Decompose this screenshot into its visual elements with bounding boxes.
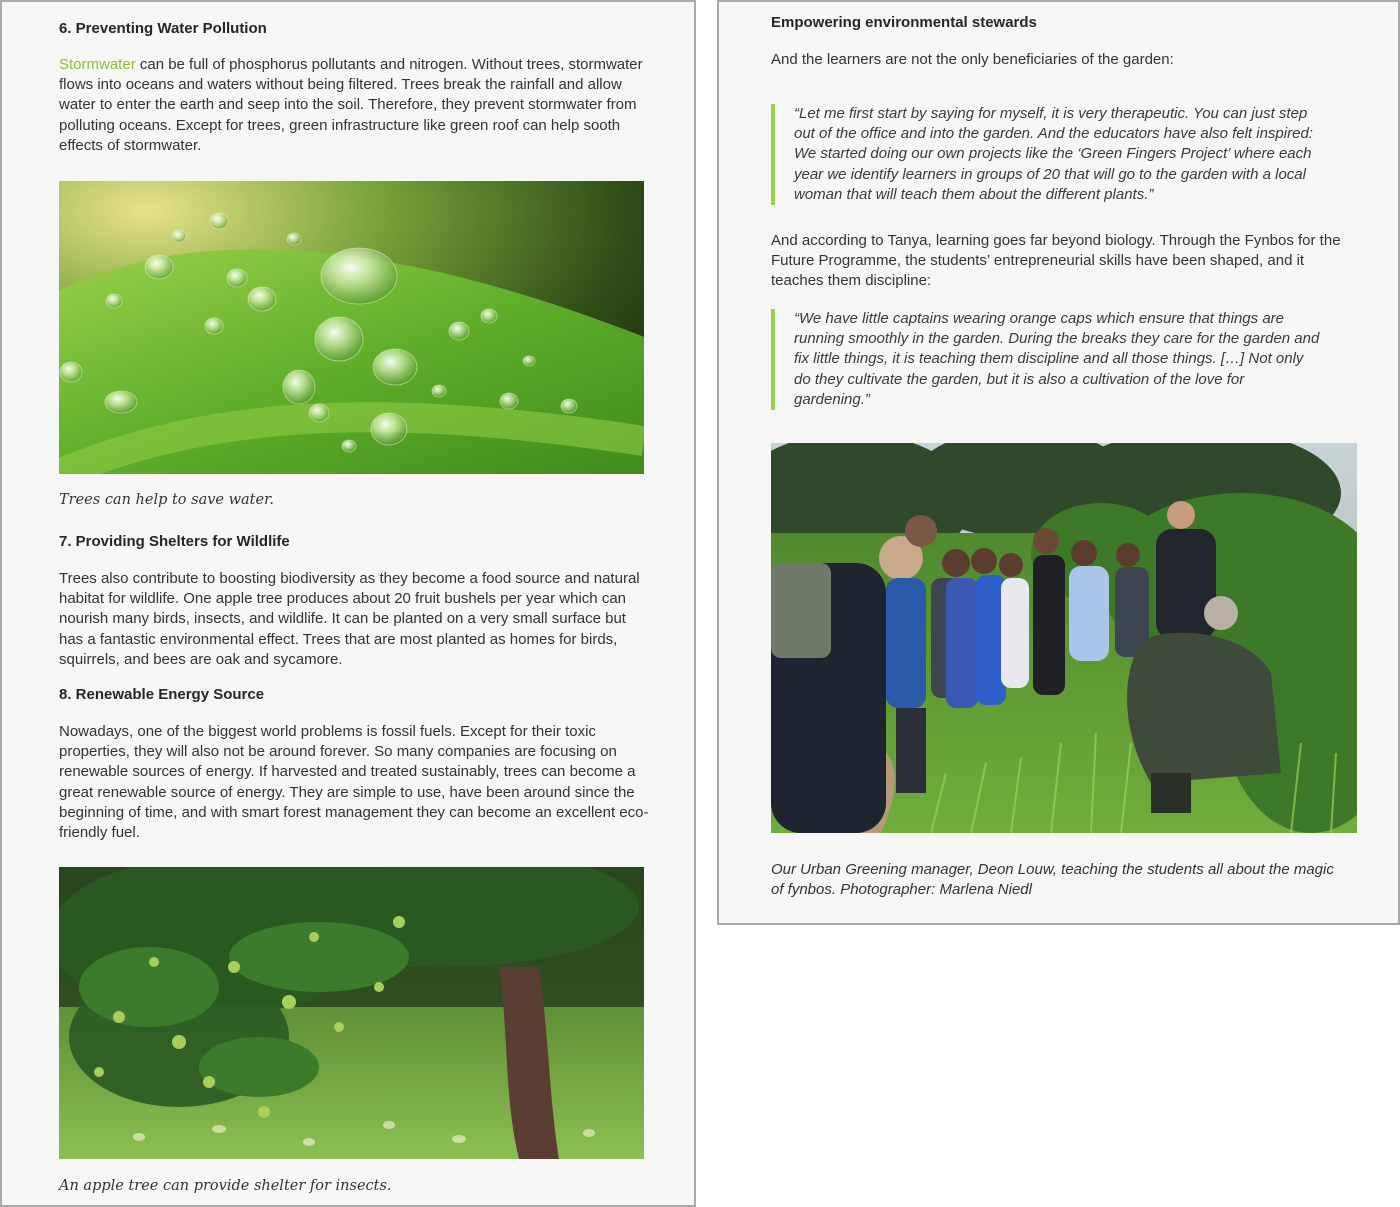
section-7-heading: 7. Providing Shelters for Wildlife: [59, 533, 290, 550]
section-8-body: Nowadays, one of the biggest world problems is fossil fuels. Except for their toxic properties, they will also not be around forever. So many companies are focusing on renewable sources of energy. If harvested and treated sustainably, trees can become a great renewable source of energy. They are simple to use, have been around since the beginning of time, and with smart forest management they can become an excellent eco-friendly fuel.: [59, 723, 649, 842]
leaf-photo-caption: Trees can help to save water.: [59, 492, 275, 508]
right-article-panel: [717, 0, 1400, 925]
tanya-paragraph: And according to Tanya, learning goes far beyond biology. Through the Fynbos for the Future Programme, the students’ entrepreneurial skills have been shaped, and it teaches them discipline:: [771, 232, 1341, 290]
garden-class-photo: [771, 443, 1357, 833]
stormwater-link[interactable]: Stormwater: [59, 56, 136, 73]
section-7-body: Trees also contribute to boosting biodiversity as they become a food source and natural habitat for wildlife. One apple tree produces about 20 fruit bushels per year which can nourish many birds, insects, and wildlife. It can be planted on a very small surface but has a fantastic environmental effect. Trees that are most planted as homes for birds, squirrels, and bees are oak and sycamore.: [59, 570, 640, 668]
stewards-heading: Empowering environmental stewards: [771, 14, 1037, 31]
section-6-body-text: can be full of phosphorus pollutants and nitrogen. Without trees, stormwater flows into oceans and waters without being filtered. Trees break the rainfall and allow water to enter the earth and seep into the soil. Therefore, they prevent stormwater from polluting oceans. Except for trees, green infrastructure like green roof can help sooth effects of stormwater.: [59, 56, 643, 154]
apple-tree-photo-caption: An apple tree can provide shelter for insects.: [59, 1178, 392, 1194]
left-article-panel: [0, 0, 696, 1207]
quote-little-captains: “We have little captains wearing orange caps which ensure that things are running smoothly in the garden. During the breaks they care for the garden and fix little things, it is teaching them discipline and all those things. […] Not only do they cultivate the garden, but it is also a cultivation of the love for gardening.”: [771, 309, 1324, 410]
stewards-intro: And the learners are not the only beneficiaries of the garden:: [771, 51, 1174, 68]
apple-tree-photo: [59, 867, 644, 1159]
garden-photo-caption: Our Urban Greening manager, Deon Louw, teaching the students all about the magic of fynbos. Photographer: Marlena Niedl: [771, 861, 1334, 899]
leaf-water-drops-photo: [59, 181, 644, 474]
section-6-body: [59, 55, 649, 156]
section-8-heading: 8. Renewable Energy Source: [59, 686, 265, 703]
section-6-heading: 6. Preventing Water Pollution: [59, 20, 267, 37]
quote-therapeutic: “Let me first start by saying for myself, it is very therapeutic. You can just step out of the office and into the garden. And the educators have also felt inspired: We started doing our own projects like the ‘Green Fingers Project’ where each year we identify learners in groups of 20 that will go to the garden with a local woman that will teach them about the different plants.”: [771, 104, 1324, 205]
